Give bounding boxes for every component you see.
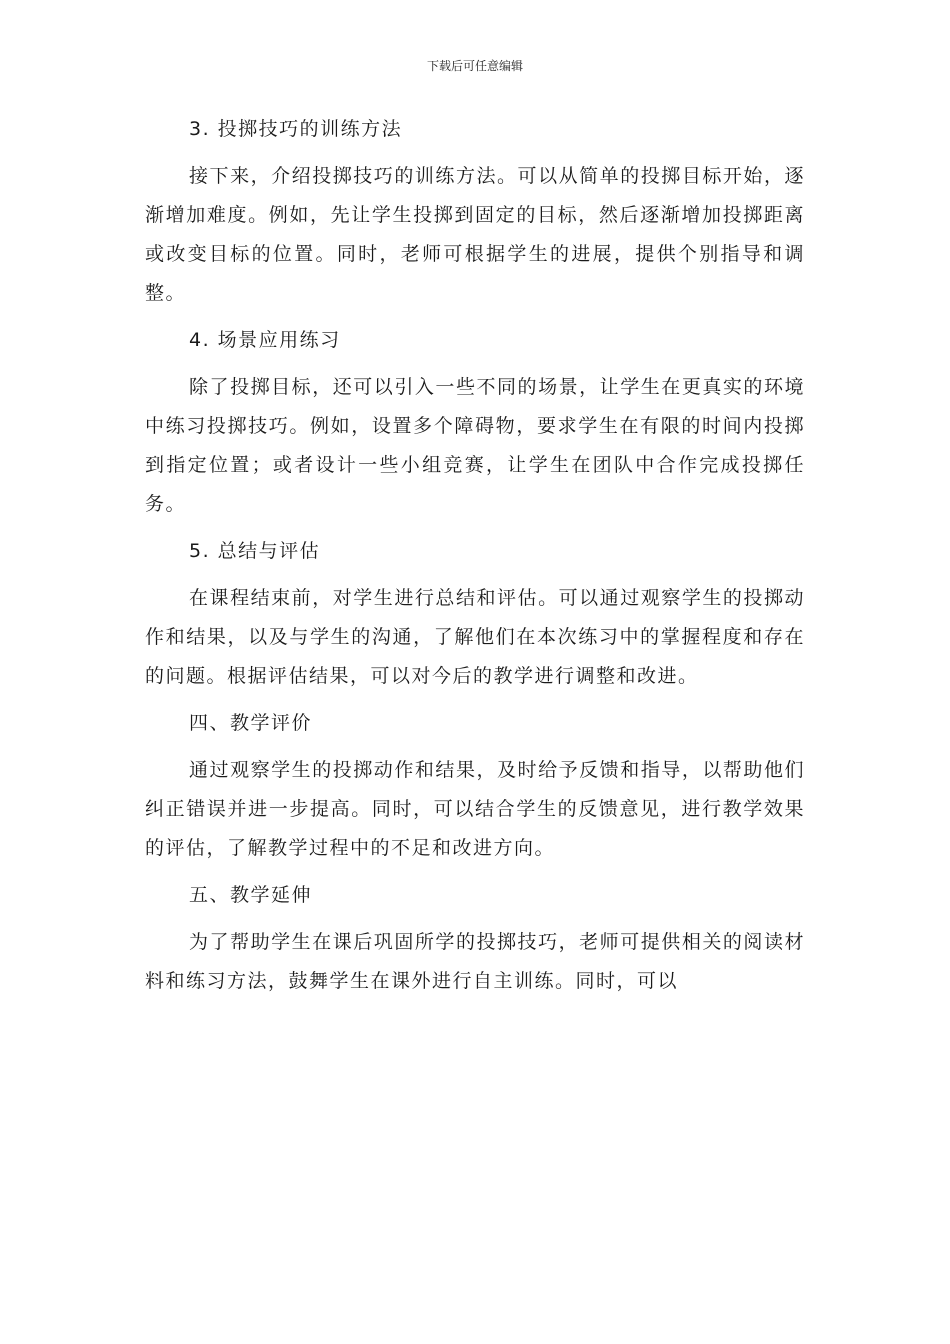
section-paragraph: 为了帮助学生在课后巩固所学的投掷技巧，老师可提供相关的阅读材料和练习方法，鼓舞学生在课外进行自主训练。同时，可以 bbox=[145, 931, 805, 992]
section-paragraph: 除了投掷目标，还可以引入一些不同的场景，让学生在更真实的环境中练习投掷技巧。例如，设置多个障碍物，要求学生在有限的时间内投掷到指定位置；或者设计一些小组竞赛，让学生在团队中合作完成投掷任务。 bbox=[145, 376, 805, 515]
section-paragraph: 通过观察学生的投掷动作和结果，及时给予反馈和指导，以帮助他们纠正错误并进一步提高。同时，可以结合学生的反馈意见，进行教学效果的评估，了解教学过程中的不足和改进方向。 bbox=[145, 759, 805, 859]
section-heading: 5. 总结与评估 bbox=[189, 540, 321, 562]
section-heading: 五、教学延伸 bbox=[189, 884, 313, 906]
section-heading: 四、教学评价 bbox=[189, 712, 313, 734]
section-heading: 3. 投掷技巧的训练方法 bbox=[189, 118, 403, 140]
section-paragraph: 在课程结束前，对学生进行总结和评估。可以通过观察学生的投掷动作和结果，以及与学生的沟通，了解他们在本次练习中的掌握程度和存在的问题。根据评估结果，可以对今后的教学进行调整和改进。 bbox=[145, 587, 805, 687]
section-heading: 4. 场景应用练习 bbox=[189, 329, 341, 351]
section-paragraph: 接下来，介绍投掷技巧的训练方法。可以从简单的投掷目标开始，逐渐增加难度。例如，先让学生投掷到固定的目标，然后逐渐增加投掷距离或改变目标的位置。同时，老师可根据学生的进展，提供个别指导和调整。 bbox=[145, 165, 805, 304]
document-body bbox=[145, 110, 805, 1009]
page-header-note: 下载后可任意编辑 bbox=[426, 59, 523, 73]
